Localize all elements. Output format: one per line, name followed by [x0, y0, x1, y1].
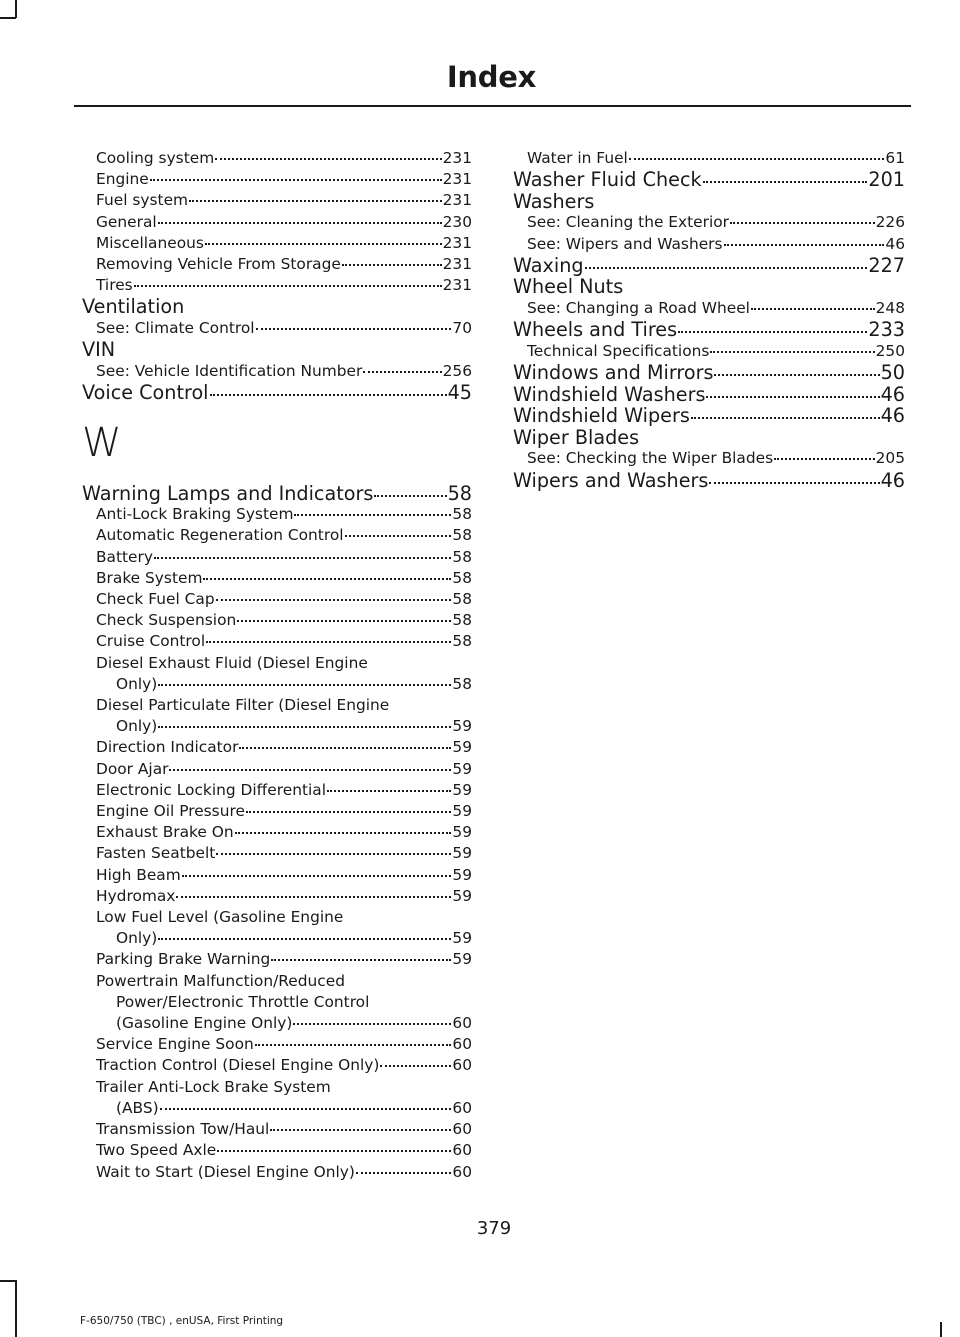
index-entry-wipers-and-washers[interactable]: Wipers and Washers 46	[513, 469, 905, 492]
crop-mark-bottom-left-vertical	[15, 1280, 17, 1337]
index-subentry[interactable]: Automatic Regeneration Control 58	[96, 526, 472, 545]
header-rule	[74, 105, 911, 107]
index-subentry[interactable]: Door Ajar 59	[96, 759, 472, 778]
index-heading-vin: VIN	[82, 339, 116, 361]
index-subentry[interactable]: Wait to Start (Diesel Engine Only) 60	[96, 1162, 472, 1181]
index-entry-waxing[interactable]: Waxing 227	[513, 254, 905, 277]
index-subentry[interactable]: Fuel system 231	[96, 191, 472, 210]
crop-mark-top-left-vertical	[15, 0, 17, 18]
page-title: Index	[446, 60, 536, 94]
index-subentry[interactable]: Check Fuel Cap 58	[96, 590, 472, 609]
index-subentry[interactable]: Engine 231	[96, 170, 472, 189]
index-subentry[interactable]: Fasten Seatbelt 59	[96, 844, 472, 863]
edition-footer: F-650/750 (TBC) , enUSA, First Printing	[80, 1315, 284, 1327]
index-subentry[interactable]: Cooling system 231	[96, 149, 472, 167]
index-subentry[interactable]: Direction Indicator 59	[96, 738, 472, 757]
index-subentry[interactable]: Two Speed Axle 60	[96, 1141, 472, 1160]
index-subentry[interactable]: Anti-Lock Braking System 58	[96, 505, 472, 524]
index-subentry[interactable]: High Beam 59	[96, 865, 472, 884]
index-entry-washer-fluid-check[interactable]: Washer Fluid Check 201	[513, 169, 905, 191]
index-subentry[interactable]: Cruise Control 58	[96, 632, 472, 651]
index-subentry[interactable]: Low Fuel Level (Gasoline Engine Only) 59	[96, 908, 472, 948]
section-letter: W	[82, 419, 122, 466]
index-heading-ventilation: Ventilation	[82, 296, 185, 319]
index-subentry[interactable]: General 230	[96, 212, 472, 231]
index-entry-windshield-washers[interactable]: Windshield Washers 46	[513, 383, 905, 406]
crop-mark-bottom-left-horizontal	[0, 1280, 16, 1282]
index-subentry[interactable]: Check Suspension 58	[96, 611, 472, 630]
index-subentry[interactable]: Water in Fuel 61	[527, 149, 905, 167]
index-entry-windows-and-mirrors[interactable]: Windows and Mirrors 50	[513, 361, 905, 384]
crop-mark-bottom-right-vertical	[940, 1322, 942, 1337]
index-subentry[interactable]: Engine Oil Pressure 59	[96, 802, 472, 821]
index-subentry[interactable]: Exhaust Brake On 59	[96, 823, 472, 842]
index-subentry[interactable]: Hydromax 59	[96, 886, 472, 905]
index-subentry[interactable]: See: Changing a Road Wheel 248	[527, 298, 905, 317]
index-subentry[interactable]: Service Engine Soon 60	[96, 1035, 472, 1054]
index-subentry[interactable]: Diesel Exhaust Fluid (Diesel Engine Only) 58	[96, 653, 472, 693]
index-entry-wheels-and-tires[interactable]: Wheels and Tires 233	[513, 319, 905, 341]
index-entry-windshield-wipers[interactable]: Windshield Wipers 46	[513, 405, 905, 427]
index-entry-warning-lamps[interactable]: Warning Lamps and Indicators 58	[82, 482, 472, 505]
index-subentry[interactable]: Transmission Tow/Haul 60	[96, 1120, 472, 1139]
index-subentry[interactable]: See: Climate Control 70	[96, 319, 472, 338]
index-subentry[interactable]: Brake System 58	[96, 568, 472, 587]
index-subentry[interactable]: Traction Control (Diesel Engine Only) 60	[96, 1056, 472, 1075]
page-number: 379	[476, 1218, 512, 1239]
index-subentry[interactable]: Battery 58	[96, 547, 472, 566]
index-heading-washers: Washers	[513, 190, 595, 213]
index-subentry[interactable]: See: Cleaning the Exterior 226	[527, 213, 905, 232]
index-subentry[interactable]: Trailer Anti-Lock Brake System (ABS) 60	[96, 1077, 472, 1117]
index-subentry[interactable]: See: Checking the Wiper Blades 205	[527, 449, 905, 468]
index-subentry[interactable]: Powertrain Malfunction/Reduced Power/Electronic Throttle Control (Gasoline Engine Only) 60	[96, 971, 472, 1033]
index-subentry[interactable]: Tires 231	[96, 276, 472, 295]
index-subentry[interactable]: Removing Vehicle From Storage 231	[96, 255, 472, 274]
index-subentry[interactable]: See: Vehicle Identification Number 256	[96, 361, 472, 380]
index-subentry[interactable]: Miscellaneous 231	[96, 233, 472, 252]
index-column-right	[513, 148, 905, 491]
index-subentry[interactable]: Electronic Locking Differential 59	[96, 780, 472, 799]
index-subentry[interactable]: Diesel Particulate Filter (Diesel Engine Only) 59	[96, 696, 472, 736]
index-entry-voice-control[interactable]: Voice Control 45	[82, 382, 472, 404]
crop-mark-top-left-horizontal	[0, 17, 16, 19]
index-heading-wheel-nuts: Wheel Nuts	[513, 276, 624, 298]
index-column-left	[82, 148, 472, 1183]
index-subentry[interactable]: Parking Brake Warning 59	[96, 950, 472, 969]
index-heading-wiper-blades: Wiper Blades	[513, 426, 640, 449]
index-subentry[interactable]: Technical Specifications 250	[527, 341, 905, 360]
index-subentry[interactable]: See: Wipers and Washers 46	[527, 234, 905, 253]
